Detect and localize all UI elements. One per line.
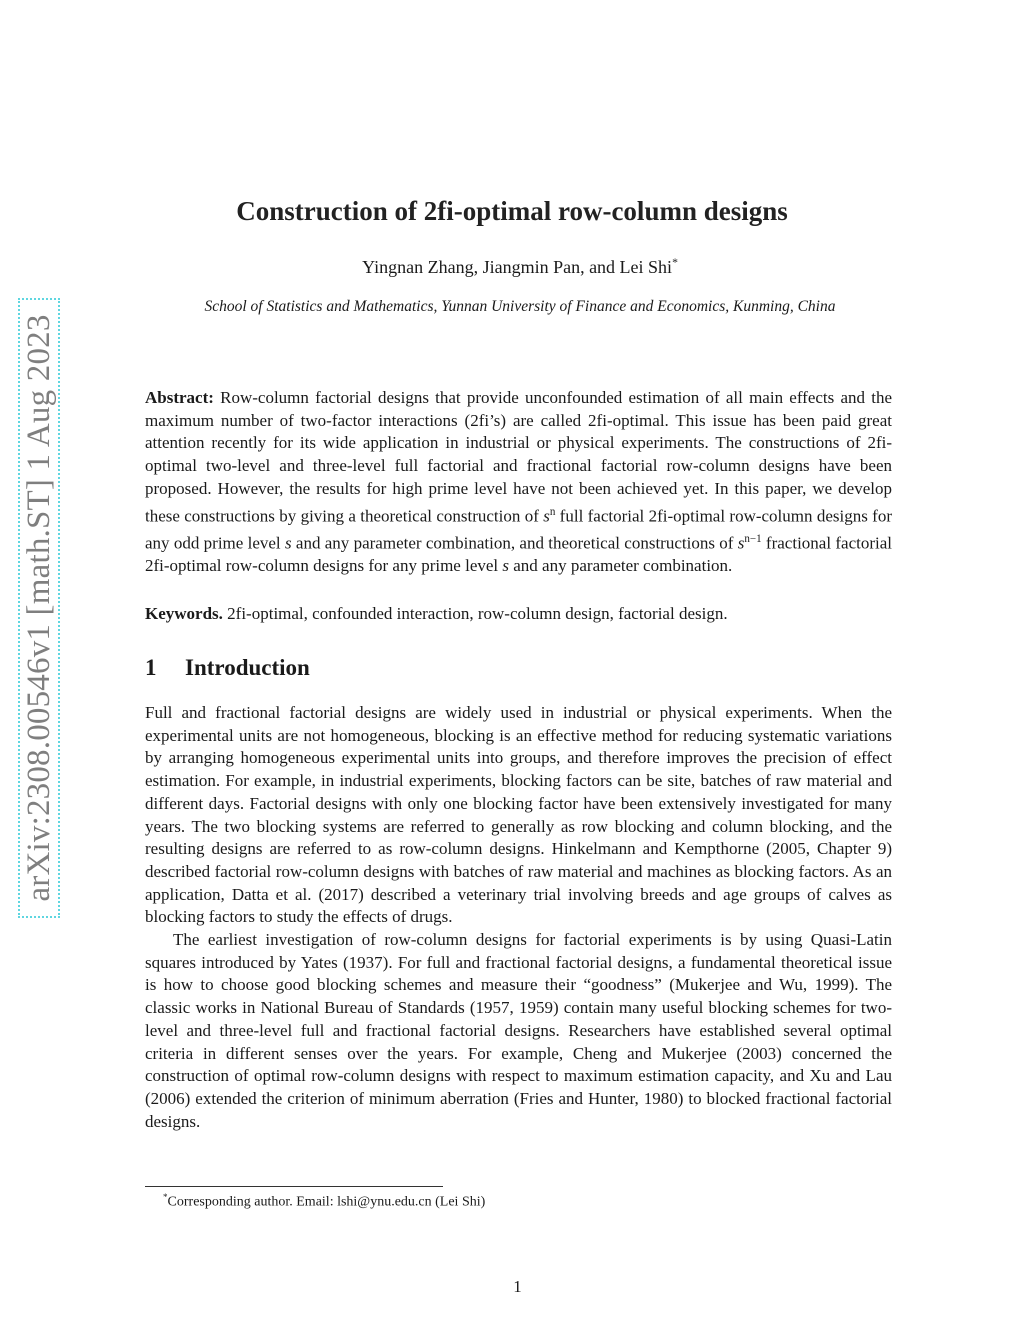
section-title: Introduction	[185, 655, 310, 680]
abstract-text-5: and any parameter combination.	[509, 556, 733, 576]
abstract	[145, 387, 892, 578]
footnote-mark: *	[163, 1192, 168, 1202]
abstract-symbol: s	[502, 556, 510, 576]
arxiv-identifier: arXiv:2308.00546v1 [math.ST] 1 Aug 2023	[21, 314, 57, 902]
keywords	[145, 603, 892, 626]
abstract-text-3: and any parameter combination, and theoretical constructions of	[291, 533, 738, 553]
abstract-symbol: s	[737, 533, 745, 553]
abstract-label: Abstract:	[145, 388, 214, 407]
paper-authors	[0, 256, 1024, 278]
paragraph: Full and fractional factorial designs are widely used in industrial or physical experiments. When the experimental units are not homogeneous, blocking is an effective method for reducing systematic variations by arranging homogeneous experimental units into groups, and therefore improves the precision of effect estimation. For example, in industrial experiments, blocking factors can be site, batches of raw material and different days. Factorial designs with only one blocking factor have been extensively investigated for many years. The two blocking systems are referred to generally as row blocking and column blocking, and the resulting designs are referred to as row-column designs. Hinkelmann and Kempthorne (2005, Chapter 9) described factorial row-column designs with batches of raw material and machines as blocking factors. As an application, Datta et al. (2017) described a veterinary trial involving breeds and age groups of calves as blocking factors to study the effects of drugs.	[145, 703, 892, 927]
abstract-text-1: Row-column factorial designs that provide unconfounded estimation of all main effects and the maximum number of two-factor interactions (2fi’s) are called 2fi-optimal. This issue has been paid great attention recently for its wide application in industrial or physical experiments. The constructions of 2fi-optimal two-level and three-level full factorial and fractional factorial row-column designs have been proposed. However, the results for high prime level have not been achieved yet. In this paper, we develop these constructions by giving a theoretical construction of	[145, 388, 893, 526]
footnote-divider	[145, 1186, 443, 1187]
abstract-text-4: fractional factorial 2fi-optimal row-column designs for any prime level	[145, 533, 892, 576]
abstract-symbol: s	[543, 506, 550, 526]
section-heading-introduction	[145, 655, 310, 681]
footnote-text: Corresponding author. Email: lshi@ynu.edu.cn (Lei Shi)	[167, 1194, 486, 1210]
abstract-superscript: n−1	[744, 532, 762, 545]
paper-affiliation: School of Statistics and Mathematics, Yunnan University of Finance and Economics, Kunming, China	[204, 298, 836, 315]
page-number: 1	[513, 1277, 522, 1296]
abstract-symbol: s	[284, 533, 292, 553]
paper-title: Construction of 2fi-optimal row-column designs	[236, 196, 788, 226]
section-number: 1	[145, 655, 157, 680]
keywords-text: 2fi-optimal, confounded interaction, row-column design, factorial design.	[227, 604, 728, 623]
introduction-body	[145, 702, 892, 1133]
corresponding-author-mark: *	[672, 256, 678, 269]
paragraph: The earliest investigation of row-column designs for factorial experiments is by using Quasi-Latin squares introduced by Yates (1937). For full and fractional factorial designs, a fundamental theoretical issue is how to choose good blocking schemes and measure their “goodness” (Mukerjee and Wu, 1999). The classic works in National Bureau of Standards (1957, 1959) contain many useful blocking schemes for two-level and three-level full and fractional factorial designs. Researchers have established several optimal criteria in different senses over the years. For example, Cheng and Mukerjee (2003) concerned the construction of optimal row-column designs with respect to maximum estimation capacity, and Xu and Lau (2006) extended the criterion of minimum aberration (Fries and Hunter, 1980) to blocked fractional factorial designs.	[145, 930, 892, 1131]
keywords-label: Keywords.	[145, 604, 223, 623]
author-names: Yingnan Zhang, Jiangmin Pan, and Lei Shi	[362, 257, 673, 277]
abstract-text-2: full factorial 2fi-optimal row-column designs for any odd prime level	[145, 506, 892, 553]
footnote	[163, 1192, 485, 1211]
abstract-superscript: n	[549, 505, 556, 518]
